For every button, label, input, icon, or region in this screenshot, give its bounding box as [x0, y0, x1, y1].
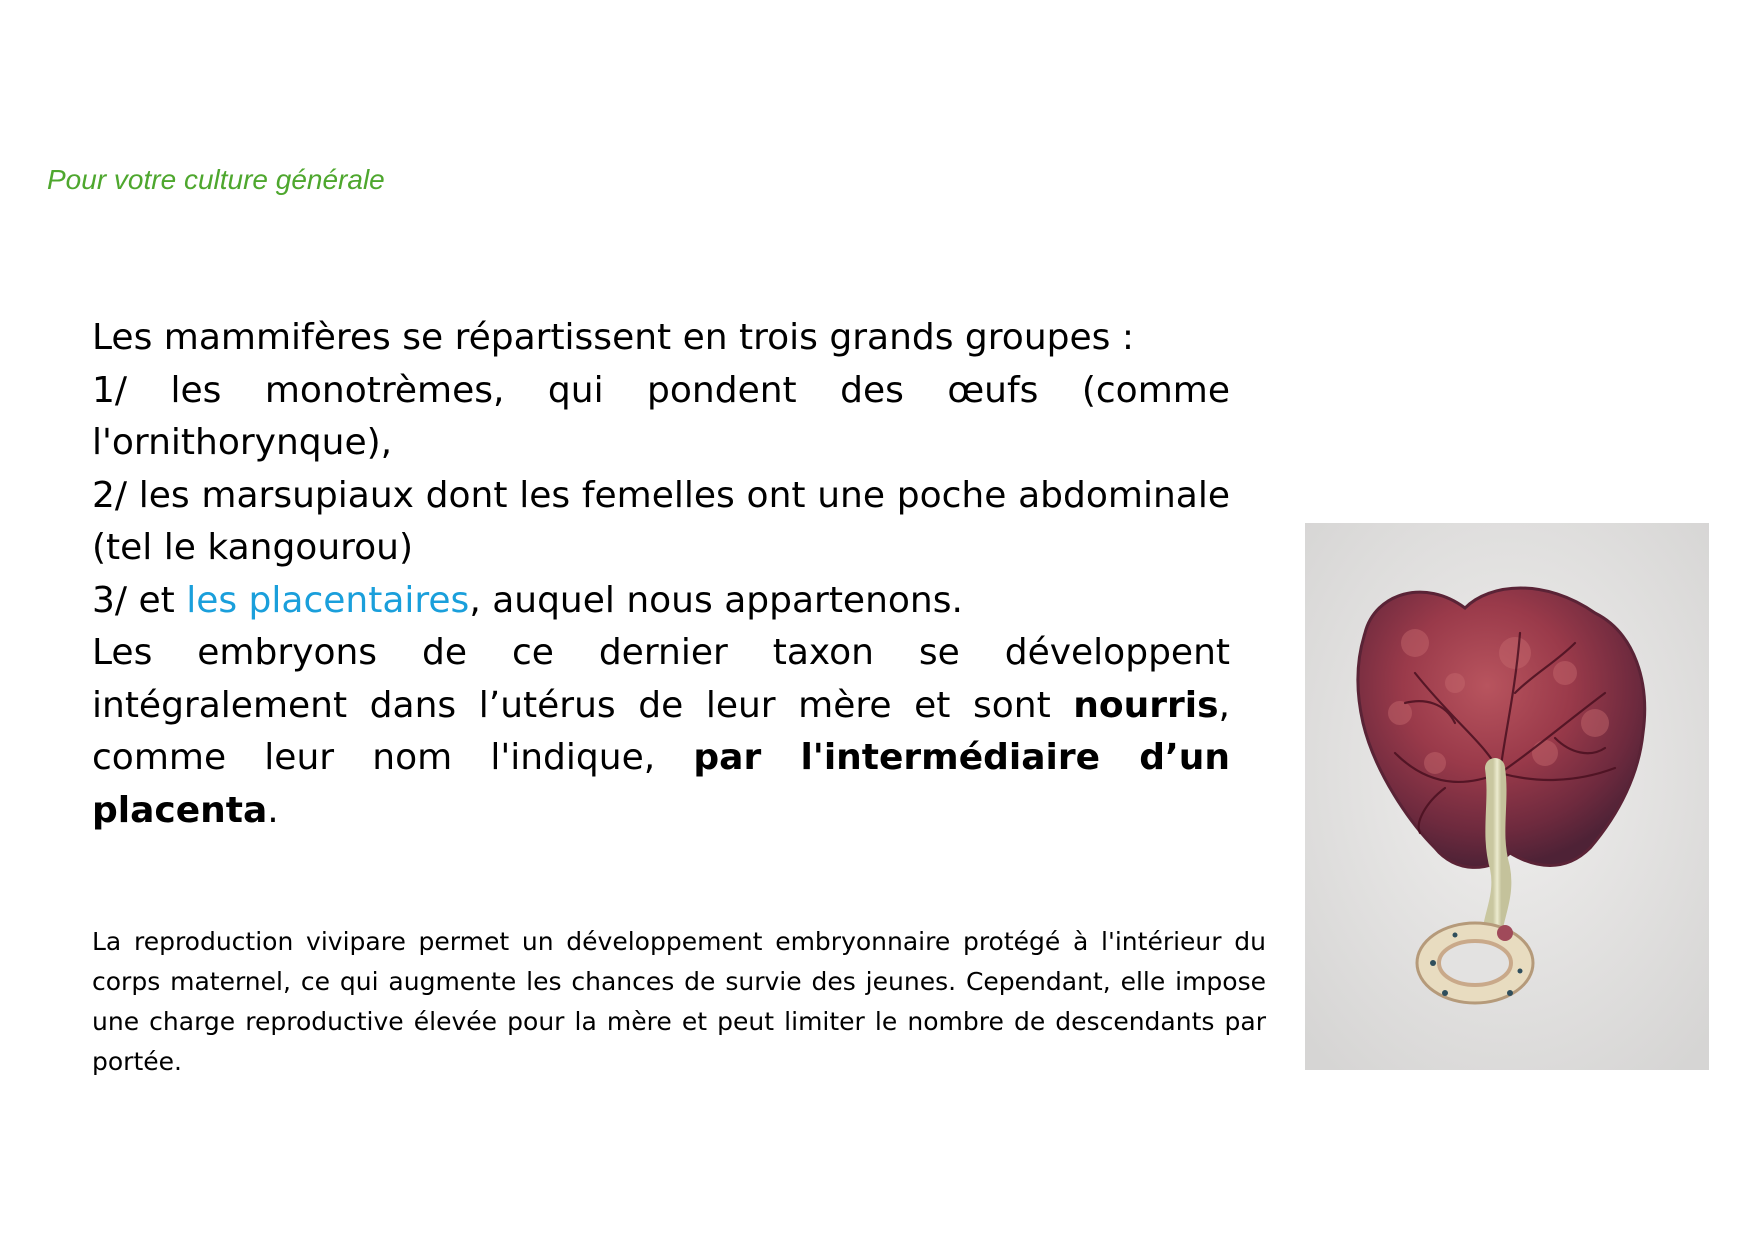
- embryo-text-1: Les embryons de ce dernier taxon se développent intégralement dans l’utérus de leur mère et sont: [92, 632, 1230, 726]
- placenta-photo: [1305, 523, 1709, 1070]
- main-text: [92, 312, 1230, 837]
- group-marsupiaux: 2/ les marsupiaux dont les femelles ont une poche abdominale (tel le kangourou): [92, 474, 1230, 568]
- embryo-text-2: , comme leur nom l'indique,: [92, 684, 1230, 778]
- header-note: Pour votre culture générale: [47, 164, 385, 195]
- group3-prefix: 3/ et: [92, 579, 187, 621]
- group-placentaires: [92, 575, 1230, 628]
- intro-line: Les mammifères se répartissent en trois grands groupes :: [92, 317, 1134, 358]
- group-monotremes: 1/ les monotrèmes, qui pondent des œufs (comme l'ornithorynque),: [92, 369, 1230, 463]
- embryo-paragraph: [92, 627, 1230, 837]
- embryo-bold-nourris: nourris: [1073, 684, 1219, 726]
- group3-suffix: , auquel nous appartenons.: [469, 579, 963, 621]
- embryo-bold-placenta: par l'intermédiaire d’un placenta: [92, 737, 1230, 831]
- embryo-end: .: [267, 789, 279, 831]
- placentaires-link[interactable]: les placentaires: [186, 579, 470, 621]
- note-paragraph: La reproduction vivipare permet un développement embryonnaire protégé à l'intérieur du corps maternel, ce qui augmente les chances de survie des jeunes. Cependant, elle impose une charge reproductive élevée pour la mère et peut limiter le nombre de descendants par portée.: [92, 927, 1266, 1076]
